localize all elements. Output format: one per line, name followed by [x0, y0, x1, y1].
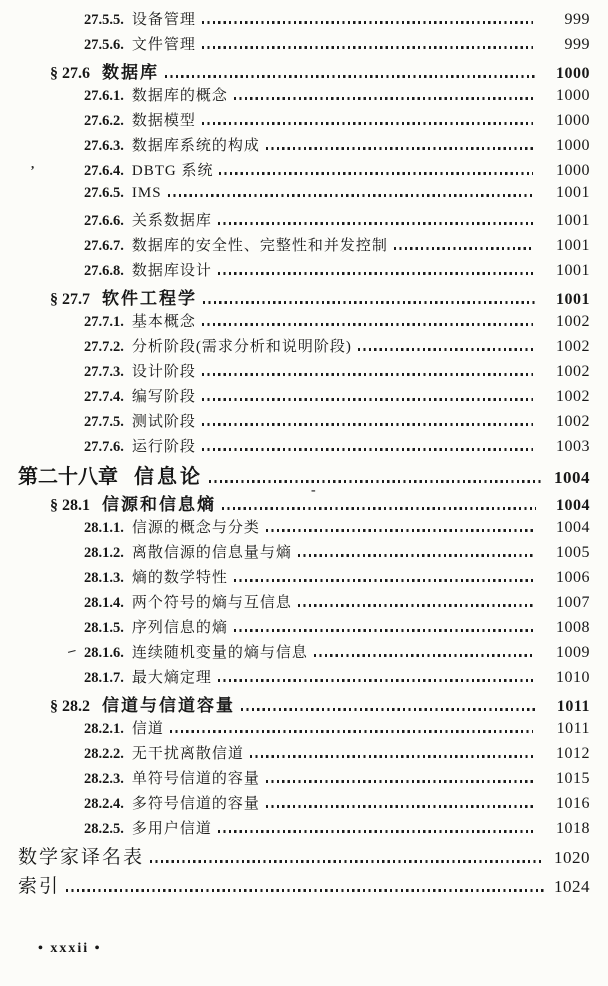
- toc-entry-row: [0, 109, 590, 134]
- toc-entry-page: 1009: [556, 644, 590, 661]
- toc-list: [0, 8, 590, 900]
- dot-leader: [314, 654, 533, 657]
- dot-leader: [165, 75, 536, 78]
- toc-entry-title: 基本概念: [131, 314, 196, 330]
- toc-entry-page: 1001: [556, 262, 590, 279]
- toc-entry-title: 分析阶段(需求分析和说明阶段): [131, 339, 352, 355]
- toc-entry-page: 1000: [556, 65, 590, 82]
- toc-entry-number: 28.2.5.: [84, 821, 124, 837]
- toc-entry-title: 无干扰离散信道: [131, 746, 244, 762]
- toc-entry-title: 数据模型: [131, 113, 196, 129]
- dot-leader: [298, 604, 533, 607]
- toc-entry-title: 数据库设计: [131, 263, 212, 279]
- toc-entry-page: 1001: [556, 212, 590, 229]
- toc-entry-page: 1000: [556, 162, 590, 179]
- toc-entry-number: 27.6.5.: [84, 185, 124, 201]
- dot-leader: [66, 889, 544, 892]
- toc-entry-page: 1004: [554, 468, 590, 487]
- toc-entry-row: [0, 792, 590, 817]
- toc-entry-page: 1002: [556, 388, 590, 405]
- toc-entry-title: 文件管理: [131, 37, 196, 53]
- dot-leader: [202, 398, 533, 401]
- toc-entry-row: [0, 360, 590, 385]
- dot-leader: [298, 554, 533, 557]
- toc-entry-title: 信源的概念与分类: [131, 520, 260, 536]
- toc-entry-title: 软件工程学: [102, 289, 197, 308]
- toc-entry-page: 1002: [556, 413, 590, 430]
- toc-entry-title: 运行阶段: [131, 439, 196, 455]
- toc-entry-page: 1005: [556, 544, 590, 561]
- toc-entry-number: 第二十八章: [18, 466, 118, 488]
- dot-leader: [202, 373, 533, 376]
- toc-entry-page: 999: [564, 36, 590, 53]
- dot-leader: [202, 46, 533, 49]
- toc-entry-row: [0, 435, 590, 460]
- toc-entry-title: 信息论: [134, 466, 203, 488]
- dot-leader: [209, 480, 544, 483]
- toc-entry-page: 1012: [556, 745, 590, 762]
- toc-entry-row: [0, 385, 590, 410]
- toc-entry-number: 28.2.3.: [84, 771, 124, 787]
- footer-page-number: • xxxii •: [38, 941, 102, 956]
- toc-entry-row: [0, 58, 590, 84]
- toc-entry-page: 1004: [556, 519, 590, 536]
- toc-entry-page: 1004: [556, 497, 590, 514]
- toc-entry-page: 1000: [556, 112, 590, 129]
- toc-entry-title: 多用户信道: [131, 821, 212, 837]
- toc-entry-row: [0, 490, 590, 516]
- toc-entry-title: 设备管理: [131, 12, 196, 28]
- dot-leader: [218, 272, 533, 275]
- toc-entry-row: [0, 641, 590, 666]
- toc-entry-number: 28.1.1.: [84, 520, 124, 536]
- toc-entry-title: 关系数据库: [131, 213, 212, 229]
- toc-entry-number: 27.7.4.: [84, 389, 124, 405]
- dot-leader: [266, 529, 533, 532]
- toc-entry-title: 熵的数学特性: [131, 570, 228, 586]
- toc-entry-title: 信源和信息熵: [102, 495, 216, 514]
- toc-entry-row: [0, 516, 590, 541]
- toc-entry-row: [0, 616, 590, 641]
- toc-entry-number: 27.5.6.: [84, 37, 124, 53]
- dot-leader: [218, 679, 533, 682]
- dot-leader: [234, 629, 533, 632]
- toc-entry-page: 1002: [556, 363, 590, 380]
- toc-entry-page: 1008: [556, 619, 590, 636]
- toc-entry-title: 数学家译名表: [18, 847, 145, 868]
- dot-leader: [202, 448, 533, 451]
- dot-leader: [394, 247, 533, 250]
- toc-entry-page: 1020: [554, 848, 590, 867]
- toc-entry-title: 数据库: [102, 63, 159, 82]
- toc-entry-row: [0, 159, 590, 184]
- toc-entry-title: 两个符号的熵与互信息: [131, 595, 292, 611]
- toc-entry-page: 1000: [556, 137, 590, 154]
- dot-leader: [202, 423, 533, 426]
- toc-entry-number: 27.6.1.: [84, 88, 124, 104]
- toc-entry-title: 信道与信道容量: [102, 696, 235, 715]
- toc-entry-row: [0, 742, 590, 767]
- toc-entry-page: 1011: [556, 698, 590, 715]
- toc-entry-title: IMS: [131, 185, 162, 201]
- toc-entry-number: 27.5.5.: [84, 12, 124, 28]
- toc-entry-row: [0, 8, 590, 33]
- toc-entry-title: 数据库的安全性、完整性和并发控制: [131, 238, 388, 254]
- toc-entry-number: 28.1.2.: [84, 545, 124, 561]
- toc-entry-title: 多符号信道的容量: [131, 796, 260, 812]
- toc-entry-number: 27.6.4.: [84, 163, 124, 179]
- toc-entry-title: 信道: [131, 721, 164, 737]
- toc-entry-title: 离散信源的信息量与熵: [131, 545, 292, 561]
- toc-entry-row: [0, 84, 590, 109]
- toc-entry-page: 1000: [556, 87, 590, 104]
- toc-entry-row: [0, 259, 590, 284]
- toc-entry-number: § 27.6: [50, 65, 90, 82]
- toc-entry-page: 1002: [556, 338, 590, 355]
- toc-entry-row: [0, 184, 590, 209]
- toc-entry-number: 28.2.4.: [84, 796, 124, 812]
- toc-entry-page: 1001: [556, 291, 590, 308]
- toc-entry-page: 1016: [556, 795, 590, 812]
- toc-entry-page: 1001: [556, 237, 590, 254]
- toc-entry-number: 28.2.2.: [84, 746, 124, 762]
- toc-entry-number: 27.7.3.: [84, 364, 124, 380]
- toc-entry-row: [0, 566, 590, 591]
- toc-entry-number: § 28.2: [50, 698, 90, 715]
- toc-entry-number: 27.6.2.: [84, 113, 124, 129]
- toc-entry-page: 1024: [554, 877, 590, 896]
- dot-leader: [241, 708, 536, 711]
- toc-entry-row: [0, 767, 590, 792]
- scan-artifact-mark: ,: [31, 156, 35, 171]
- dot-leader: [170, 730, 533, 733]
- toc-entry-number: 27.6.6.: [84, 213, 124, 229]
- toc-entry-number: § 28.1: [50, 497, 90, 514]
- toc-entry-title: 设计阶段: [131, 364, 196, 380]
- toc-entry-title: 最大熵定理: [131, 670, 212, 686]
- toc-entry-number: 27.7.1.: [84, 314, 124, 330]
- toc-entry-row: [0, 666, 590, 691]
- toc-entry-page: 1003: [556, 438, 590, 455]
- toc-entry-title: 单符号信道的容量: [131, 771, 260, 787]
- toc-entry-row: [0, 591, 590, 616]
- toc-entry-row: [0, 717, 590, 742]
- dot-leader: [266, 147, 533, 150]
- toc-entry-page: 1015: [556, 770, 590, 787]
- dot-leader: [222, 507, 536, 510]
- toc-entry-page: 1007: [556, 594, 590, 611]
- toc-entry-title: 索引: [18, 876, 61, 897]
- toc-entry-number: 27.7.6.: [84, 439, 124, 455]
- toc-entry-row: [0, 541, 590, 566]
- toc-entry-number: 28.1.4.: [84, 595, 124, 611]
- toc-entry-page: 1002: [556, 313, 590, 330]
- toc-entry-row: [0, 33, 590, 58]
- dot-leader: [250, 755, 533, 758]
- toc-entry-number: 27.6.3.: [84, 138, 124, 154]
- toc-entry-row: [0, 234, 590, 259]
- toc-entry-number: 28.1.5.: [84, 620, 124, 636]
- toc-entry-title: DBTG 系统: [131, 163, 214, 179]
- toc-entry-row: [0, 310, 590, 335]
- toc-entry-number: 28.2.1.: [84, 721, 124, 737]
- toc-entry-row: [0, 209, 590, 234]
- dot-leader: [358, 348, 533, 351]
- toc-entry-title: 连续随机变量的熵与信息: [131, 645, 308, 661]
- dot-leader: [234, 97, 533, 100]
- toc-entry-page: 999: [564, 11, 590, 28]
- scan-artifact-mark: -: [311, 483, 316, 498]
- dot-leader: [266, 780, 533, 783]
- toc-entry-row: [0, 410, 590, 435]
- dot-leader: [266, 805, 533, 808]
- toc-entry-title: 数据库的概念: [131, 88, 228, 104]
- toc-entry-number: § 27.7: [50, 291, 90, 308]
- toc-entry-row: [0, 335, 590, 360]
- dot-leader: [202, 122, 533, 125]
- toc-entry-number: 27.7.2.: [84, 339, 124, 355]
- toc-entry-number: 27.7.5.: [84, 414, 124, 430]
- dot-leader: [203, 301, 536, 304]
- toc-entry-number: 27.6.8.: [84, 263, 124, 279]
- toc-entry-row: [0, 284, 590, 310]
- toc-entry-row: [0, 460, 590, 490]
- toc-entry-title: 数据库系统的构成: [131, 138, 260, 154]
- toc-entry-number: 28.1.6.: [84, 645, 124, 661]
- dot-leader: [202, 323, 533, 326]
- dot-leader: [219, 172, 533, 175]
- toc-entry-row: [0, 134, 590, 159]
- toc-entry-page: 1018: [556, 820, 590, 837]
- toc-entry-page: 1011: [556, 720, 590, 737]
- dot-leader: [168, 194, 533, 197]
- dot-leader: [234, 579, 533, 582]
- toc-entry-page: 1010: [556, 669, 590, 686]
- toc-entry-row: [0, 817, 590, 842]
- toc-entry-row: [0, 842, 590, 871]
- dot-leader: [218, 222, 533, 225]
- toc-entry-number: 28.1.3.: [84, 570, 124, 586]
- toc-entry-title: 编写阶段: [131, 389, 196, 405]
- toc-entry-number: 28.1.7.: [84, 670, 124, 686]
- dot-leader: [202, 21, 533, 24]
- toc-entry-title: 测试阶段: [131, 414, 196, 430]
- dot-leader: [150, 860, 544, 863]
- toc-entry-page: 1006: [556, 569, 590, 586]
- scan-artifact-mark: –: [66, 642, 78, 660]
- toc-entry-row: [0, 691, 590, 717]
- toc-entry-row: [0, 871, 590, 900]
- toc-entry-page: 1001: [556, 184, 590, 201]
- dot-leader: [218, 830, 533, 833]
- toc-entry-number: 27.6.7.: [84, 238, 124, 254]
- toc-entry-title: 序列信息的熵: [131, 620, 228, 636]
